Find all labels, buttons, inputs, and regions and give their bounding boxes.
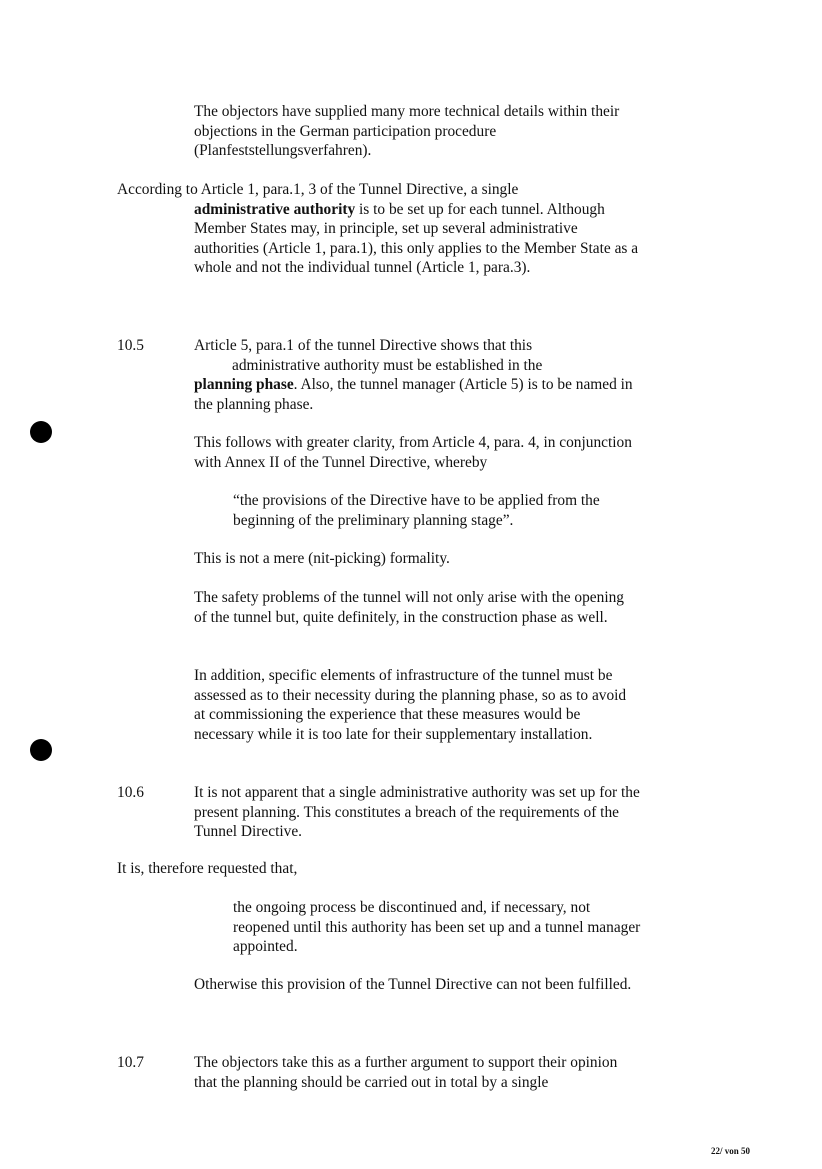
page-number: 22/ von 50	[710, 1146, 750, 1156]
bold-term: administrative authority	[194, 200, 356, 218]
paragraph-lead-line: According to Article 1, para.1, 3 of the Tunnel Directive, a single	[117, 181, 519, 198]
section-line-indented: administrative authority must be established in the	[232, 356, 543, 374]
section-number-10-7: 10.7	[117, 1054, 144, 1071]
section-text: . Also, the tunnel manager (Article 5) is to be named in the planning phase.	[194, 376, 633, 413]
punch-hole-top	[30, 421, 52, 443]
request-text: the ongoing process be discontinued and, if necessary, not reopened until this authority has been set up and a tunnel manager appointed.	[233, 899, 641, 956]
section-10-5-text	[194, 336, 640, 414]
paragraph-safety-problems: The safety problems of the tunnel will not only arise with the opening of the tunnel but, quite definitely, in the construction phase as well.	[194, 589, 624, 626]
paragraph-annex-ii: This follows with greater clarity, from Article 4, para. 4, in conjunction with Annex II of the Tunnel Directive, whereby	[194, 434, 632, 471]
paragraph-body	[194, 200, 640, 278]
section-10-6-text: It is not apparent that a single administrative authority was set up for the present planning. This constitutes a breach of the requirements of the Tunnel Directive.	[194, 784, 640, 841]
paragraph-request-intro: It is, therefore requested that,	[117, 860, 298, 877]
punch-hole-bottom	[30, 739, 52, 761]
paragraph-text: is to be set up for each tunnel. Although Member States may, in principle, set up several administrative authorities (Article 1, para.1), this only applies to the Member State as a whole and not the individual tunnel (Article 1, para.3).	[194, 200, 639, 277]
section-body	[194, 375, 640, 414]
section-number-10-6: 10.6	[117, 784, 144, 801]
block-quote: “the provisions of the Directive have to be applied from the beginning of the preliminary planning stage”.	[233, 492, 600, 529]
paragraph-fulfilled: Otherwise this provision of the Tunnel Directive can not been fulfilled.	[194, 976, 632, 993]
paragraph-formality: This is not a mere (nit-picking) formality.	[194, 550, 450, 567]
paragraph-infrastructure: In addition, specific elements of infrastructure of the tunnel must be assessed as to their necessity during the planning phase, so as to avoid at commissioning the experience that these measures would be necessary while it is too late for their supplementary installation.	[194, 667, 627, 743]
bold-term: planning phase	[194, 376, 294, 394]
paragraph-technical-details: The objectors have supplied many more technical details within their objections in the German participation procedure (Planfeststellungsverfahren).	[194, 103, 620, 160]
section-line: Article 5, para.1 of the tunnel Directive shows that this	[194, 337, 533, 354]
section-10-7-text: The objectors take this as a further argument to support their opinion that the planning should be carried out in total by a single	[194, 1054, 618, 1091]
section-number-10-5: 10.5	[117, 337, 144, 354]
paragraph-administrative-authority	[117, 180, 640, 278]
